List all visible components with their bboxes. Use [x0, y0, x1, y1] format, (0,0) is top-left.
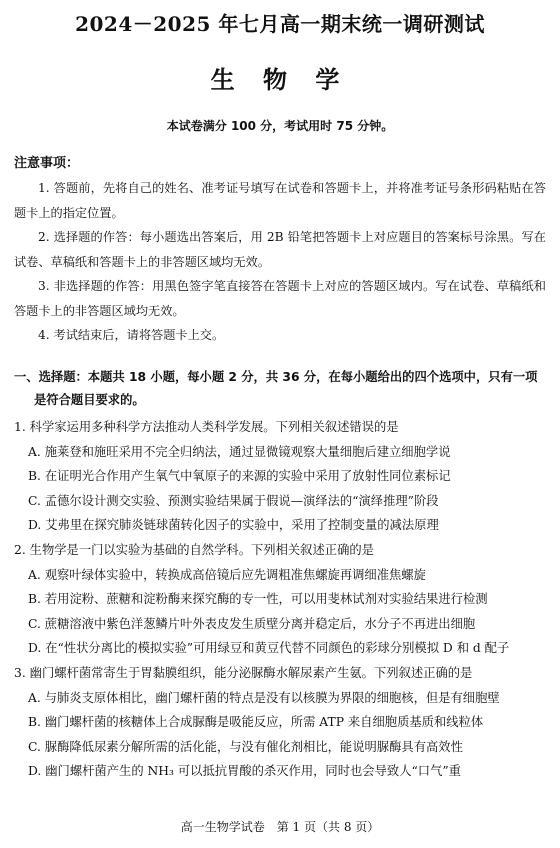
note-item: 4. 考试结束后，请将答题卡上交。 — [38, 328, 225, 342]
question-option: C. 蔗糖溶液中紫色洋葱鳞片叶外表皮发生质壁分离并稳定后，水分子不再进出细胞 — [28, 616, 476, 631]
notes-heading: 注意事项： — [14, 156, 80, 171]
question-stem: 2. 生物学是一门以实验为基础的自然学科。下列相关叙述正确的是 — [14, 542, 374, 557]
question-option: B. 幽门螺杆菌的核糖体上合成脲酶是吸能反应，所需 ATP 来自细胞质基质和线粒体 — [28, 715, 484, 730]
question-option: C. 脲酶降低尿素分解所需的活化能，与没有催化剂相比，能说明脲酶具有高效性 — [28, 739, 463, 754]
question-option: D. 艾弗里在探究肺炎链球菌转化因子的实验中，采用了控制变量的减法原理 — [28, 518, 439, 533]
question-stem: 3. 幽门螺杆菌常寄生于胃黏膜组织，能分泌脲酶水解尿素产生氨。下列叙述正确的是 — [14, 665, 473, 680]
note-item: 1. 答题前，先将自己的姓名、准考证号填写在试卷和答题卡上，并将准考证号条形码粘贴在答题卡上的指定位置。 — [14, 181, 546, 220]
subject-title: 生 物 学 — [210, 65, 350, 94]
page-footer: 高一生物学试卷 第 1 页（共 8 页） — [180, 820, 380, 834]
question-option: B. 在证明光合作用产生氧气中氧原子的来源的实验中采用了放射性同位素标记 — [28, 469, 451, 484]
section-heading — [14, 366, 548, 412]
notes-list — [14, 176, 546, 348]
question-option: D. 幽门螺杆菌产生的 NH₃ 可以抵抗胃酸的杀灭作用，同时也会导致人“口气”重 — [28, 764, 461, 779]
note-item: 2. 选择题的作答：每小题选出答案后，用 2B 铅笔把答题卡上对应题目的答案标号涂黑。写在试卷、草稿纸和答题卡上的非答题区域均无效。 — [14, 230, 546, 269]
question-option: A. 观察叶绿体实验中，转换成高倍镜后应先调粗准焦螺旋再调细准焦螺旋 — [28, 567, 426, 582]
question-option: A. 与肺炎支原体相比，幽门螺杆菌的特点是没有以核膜为界限的细胞核，但是有细胞壁 — [28, 690, 500, 705]
section-heading-line1: 一、选择题：本题共 18 小题，每小题 2 分，共 36 分，在每小题给出的四个选项中，只有一项 — [14, 370, 538, 384]
question-option: D. 在“性状分离比的模拟实验”可用绿豆和黄豆代替不同颜色的彩球分别模拟 D 和 d 配子 — [28, 641, 510, 656]
note-item: 3. 非选择题的作答：用黑色签字笔直接答在答题卡上对应的答题区域内。写在试卷、草稿纸和答题卡上的非答题区域均无效。 — [14, 279, 546, 318]
exam-info: 本试卷满分 100 分，考试用时 75 分钟。 — [166, 119, 394, 133]
question-option: A. 施莱登和施旺采用不完全归纳法，通过显微镜观察大量细胞后建立细胞学说 — [28, 444, 451, 459]
question-option: C. 孟德尔设计测交实验、预测实验结果属于假说—演绎法的“演绎推理”阶段 — [28, 493, 439, 508]
section-heading-line2: 是符合题目要求的。 — [34, 393, 145, 407]
question-option: B. 若用淀粉、蔗糖和淀粉酶来探究酶的专一性，可以用斐林试剂对实验结果进行检测 — [28, 592, 488, 607]
question-stem: 1. 科学家运用多种科学方法推动人类科学发展。下列相关叙述错误的是 — [14, 420, 399, 434]
question-list — [14, 415, 548, 784]
exam-title: 2024－2025 年七月高一期末统一调研测试 — [75, 12, 485, 36]
